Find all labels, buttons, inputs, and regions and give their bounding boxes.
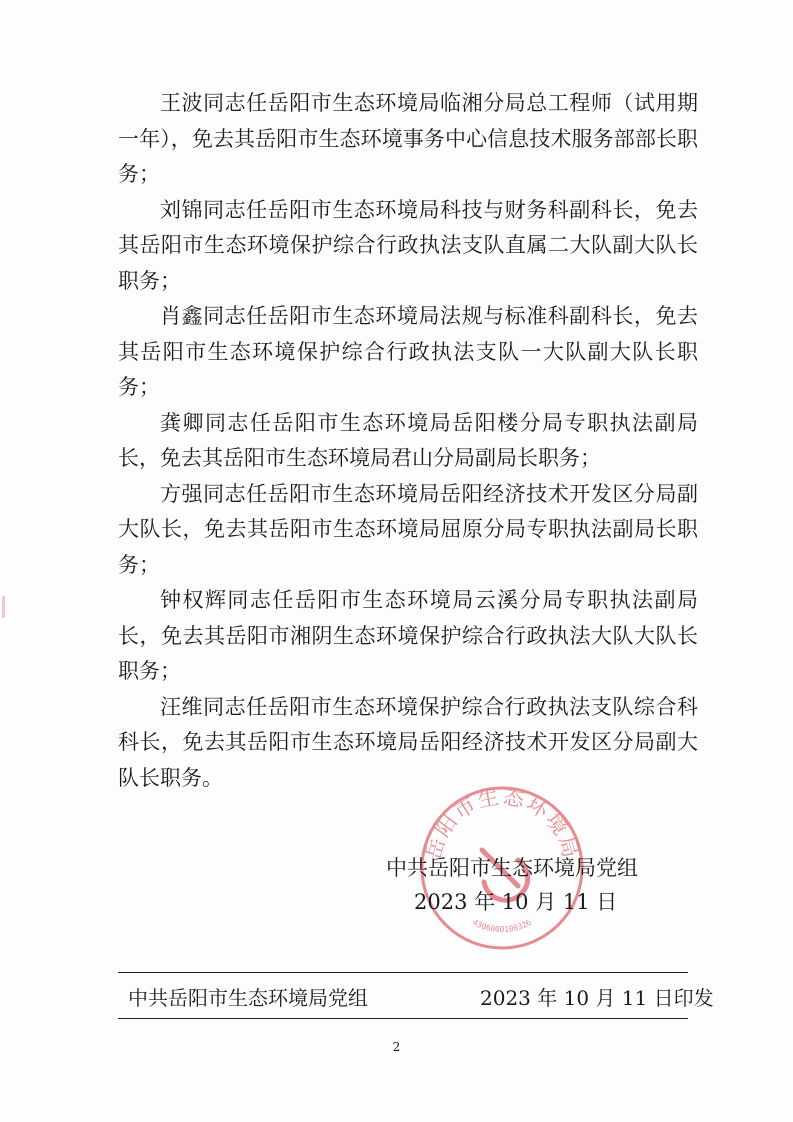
appointment-paragraph: 汪维同志任岳阳市生态环境保护综合行政执法支队综合科科长，免去其岳阳市生态环境局岳阳经济技术开发区分局副大队长职务。: [118, 694, 698, 790]
document-body: [118, 86, 698, 796]
footer-divider-top: [118, 972, 688, 973]
appointment-paragraph: 刘锦同志任岳阳市生态环境局科技与财务科副科长，免去其岳阳市生态环境保护综合行政执法支队直属二大队副大队长职务；: [118, 197, 698, 293]
seal-text: 岳阳市生态环境局: [420, 784, 584, 863]
signature-date: 2023 年 10 月 11 日: [414, 890, 618, 914]
footer-divider-bottom: [118, 1018, 688, 1019]
appointment-paragraph: 王波同志任岳阳市生态环境局临湘分局总工程师（试用期一年），免去其岳阳市生态环境事务中心信息技术服务部部长职务；: [118, 91, 698, 186]
footer-issuer: 中共岳阳市生态环境局党组: [128, 986, 368, 1010]
appointment-paragraph: 肖鑫同志任岳阳市生态环境局法规与标准科副科长，免去其岳阳市生态环境保护综合行政执法支队一大队副大队长职务；: [118, 304, 698, 399]
appointment-paragraph: 龚卿同志任岳阳市生态环境局岳阳楼分局专职执法副局长，免去其岳阳市生态环境局君山分局副局长职务；: [118, 410, 698, 470]
page-number: 2: [392, 1040, 401, 1054]
appointment-paragraph: 方强同志任岳阳市生态环境局岳阳经济技术开发区分局副大队长，免去其岳阳市生态环境局屈原分局专职执法副局长职务；: [118, 481, 698, 577]
appointment-paragraph: 钟权辉同志任岳阳市生态环境局云溪分局专职执法副局长，免去其岳阳市湘阴生态环境保护综合行政执法大队大队长职务；: [118, 588, 698, 683]
signature-organization: 中共岳阳市生态环境局党组: [386, 856, 638, 880]
scan-edge-mark: [2, 596, 5, 618]
footer-issue-date: 2023 年 10 月 11 日印发: [480, 986, 714, 1010]
seal-code: 4306000100326: [471, 917, 533, 935]
